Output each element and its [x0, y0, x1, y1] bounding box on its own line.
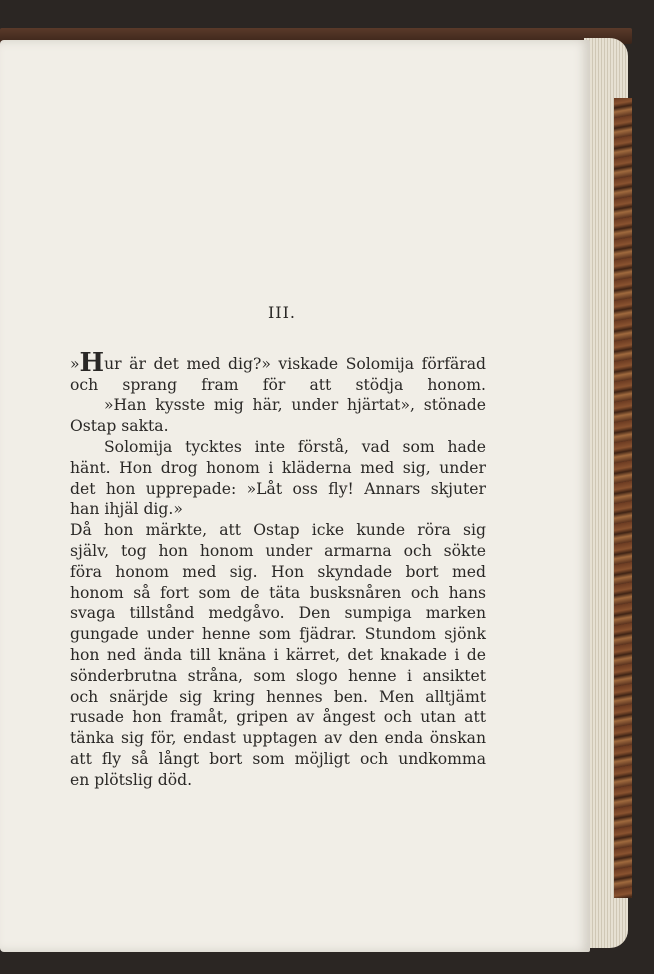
text-line: och sprang fram för att stödja honom. — [70, 375, 486, 394]
text-line: han ihjäl dig.» — [70, 500, 183, 519]
text-line: själv, tog hon honom under armarna och sökte — [70, 541, 486, 560]
text-line: rusade hon framåt, gripen av ångest och utan att — [70, 708, 486, 727]
text-line: sönderbrutna stråna, som slogo henne i ansiktet — [70, 666, 486, 685]
chapter-heading: III. — [267, 303, 297, 322]
text-line: Ostap sakta. — [70, 417, 169, 436]
text-line: en plötslig död. — [70, 770, 193, 789]
page-text — [70, 303, 486, 791]
text-line: »Han kysste mig här, under hjärtat», stönade — [104, 396, 486, 415]
text-line: hon ned ända till knäna i kärret, det knakade i de — [70, 645, 486, 664]
text-line: föra honom med sig. Hon skyndade bort med — [70, 562, 486, 581]
drop-cap: H — [79, 347, 105, 378]
text-line: svaga tillstånd medgåvo. Den sumpiga marken — [70, 604, 486, 623]
text-line: tänka sig för, endast upptagen av den enda önskan — [70, 729, 486, 748]
text-line: Då hon märkte, att Ostap icke kunde röra sig — [70, 521, 486, 540]
first-line — [70, 347, 486, 378]
text-line: honom så fort som de täta busksnåren och hans — [70, 583, 486, 602]
text-line: det hon upprepade: »Låt oss fly! Annars skjuter — [70, 479, 486, 498]
opening-quote: » — [70, 354, 80, 373]
text-line: och snärjde sig kring hennes ben. Men alltjämt — [70, 687, 486, 706]
text-line: gungade under henne som fjädrar. Stundom sjönk — [70, 625, 486, 644]
first-line-text: ur är det med dig?» viskade Solomija förfärad — [104, 354, 486, 373]
text-line: att fly så långt bort som möjligt och undkomma — [70, 749, 486, 768]
text-line: hänt. Hon drog honom i kläderna med sig, under — [70, 458, 486, 477]
marbled-cover-edge — [614, 98, 632, 898]
text-line: Solomija tycktes inte förstå, vad som hade — [104, 437, 486, 456]
